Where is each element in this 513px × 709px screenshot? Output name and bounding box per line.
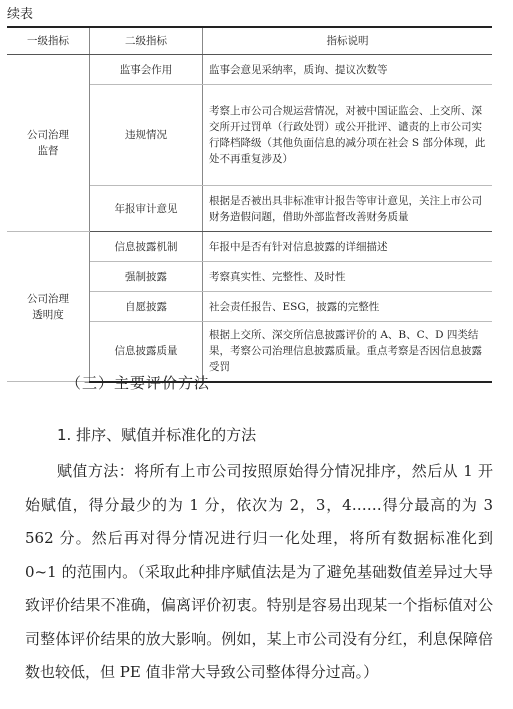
description-cell: 考察真实性、完整性、及时性 bbox=[203, 262, 493, 292]
description-cell: 考察上市公司合规运营情况，对被中国证监会、上交所、深交所开过罚单（行政处罚）或公开批评、谴责的上市公司实行降档降级（其他负面信息的减分项在社会 S 部分体现，此处不再重复涉及） bbox=[203, 85, 493, 186]
table-row bbox=[7, 55, 492, 85]
description-cell: 根据是否被出具非标准审计报告等审计意见，关注上市公司财务造假问题，借助外部监督改善财务质量 bbox=[203, 186, 493, 232]
level2-cell: 违规情况 bbox=[90, 85, 203, 186]
level2-cell: 信息披露质量 bbox=[90, 322, 203, 382]
description-cell: 根据上交所、深交所信息披露评价的 A、B、C、D 四类结果，考察公司治理信息披露质量。重点考察是否因信息披露受罚 bbox=[203, 322, 493, 382]
header-description: 指标说明 bbox=[203, 27, 493, 55]
level2-cell: 强制披露 bbox=[90, 262, 203, 292]
table-header-row bbox=[7, 27, 492, 55]
header-level2: 二级指标 bbox=[90, 27, 203, 55]
body-paragraph: 赋值方法：将所有上市公司按照原始得分情况排序，然后从 1 开始赋值，得分最少的为 1 分，依次为 2，3，4……得分最高的为 3 562 分。然后再对得分情况进行归一化处理，将所有数据标准化到 0~1 的范围内。（采取此种排序赋值法是为了避免基础数值差异过大导致评价结果不准确，偏离评价初衷。特别是容易出现某一个指标值对公司整体评价结果的放大影响。例如，某上市公司没有分红，利息保障倍数也较低，但 PE 值非常大导致公司整体得分过高。） bbox=[25, 462, 493, 681]
description-cell: 年报中是否有针对信息披露的详细描述 bbox=[203, 232, 493, 262]
indicator-table bbox=[7, 26, 492, 383]
level1-cell-governance-supervision: 公司治理 监督 bbox=[7, 55, 90, 232]
description-cell: 社会责任报告、ESG，披露的完整性 bbox=[203, 292, 493, 322]
continued-label: 续表 bbox=[7, 7, 34, 22]
level2-cell: 年报审计意见 bbox=[90, 186, 203, 232]
header-level1: 一级指标 bbox=[7, 27, 90, 55]
section-heading: （三）主要评价方法 bbox=[66, 374, 211, 392]
level2-cell: 自愿披露 bbox=[90, 292, 203, 322]
table-row bbox=[7, 232, 492, 262]
level2-cell: 信息披露机制 bbox=[90, 232, 203, 262]
subheading: 1. 排序、赋值并标准化的方法 bbox=[57, 426, 257, 444]
level2-cell: 监事会作用 bbox=[90, 55, 203, 85]
description-cell: 监事会意见采纳率，质询、提议次数等 bbox=[203, 55, 493, 85]
level1-cell-governance-transparency: 公司治理 透明度 bbox=[7, 232, 90, 382]
